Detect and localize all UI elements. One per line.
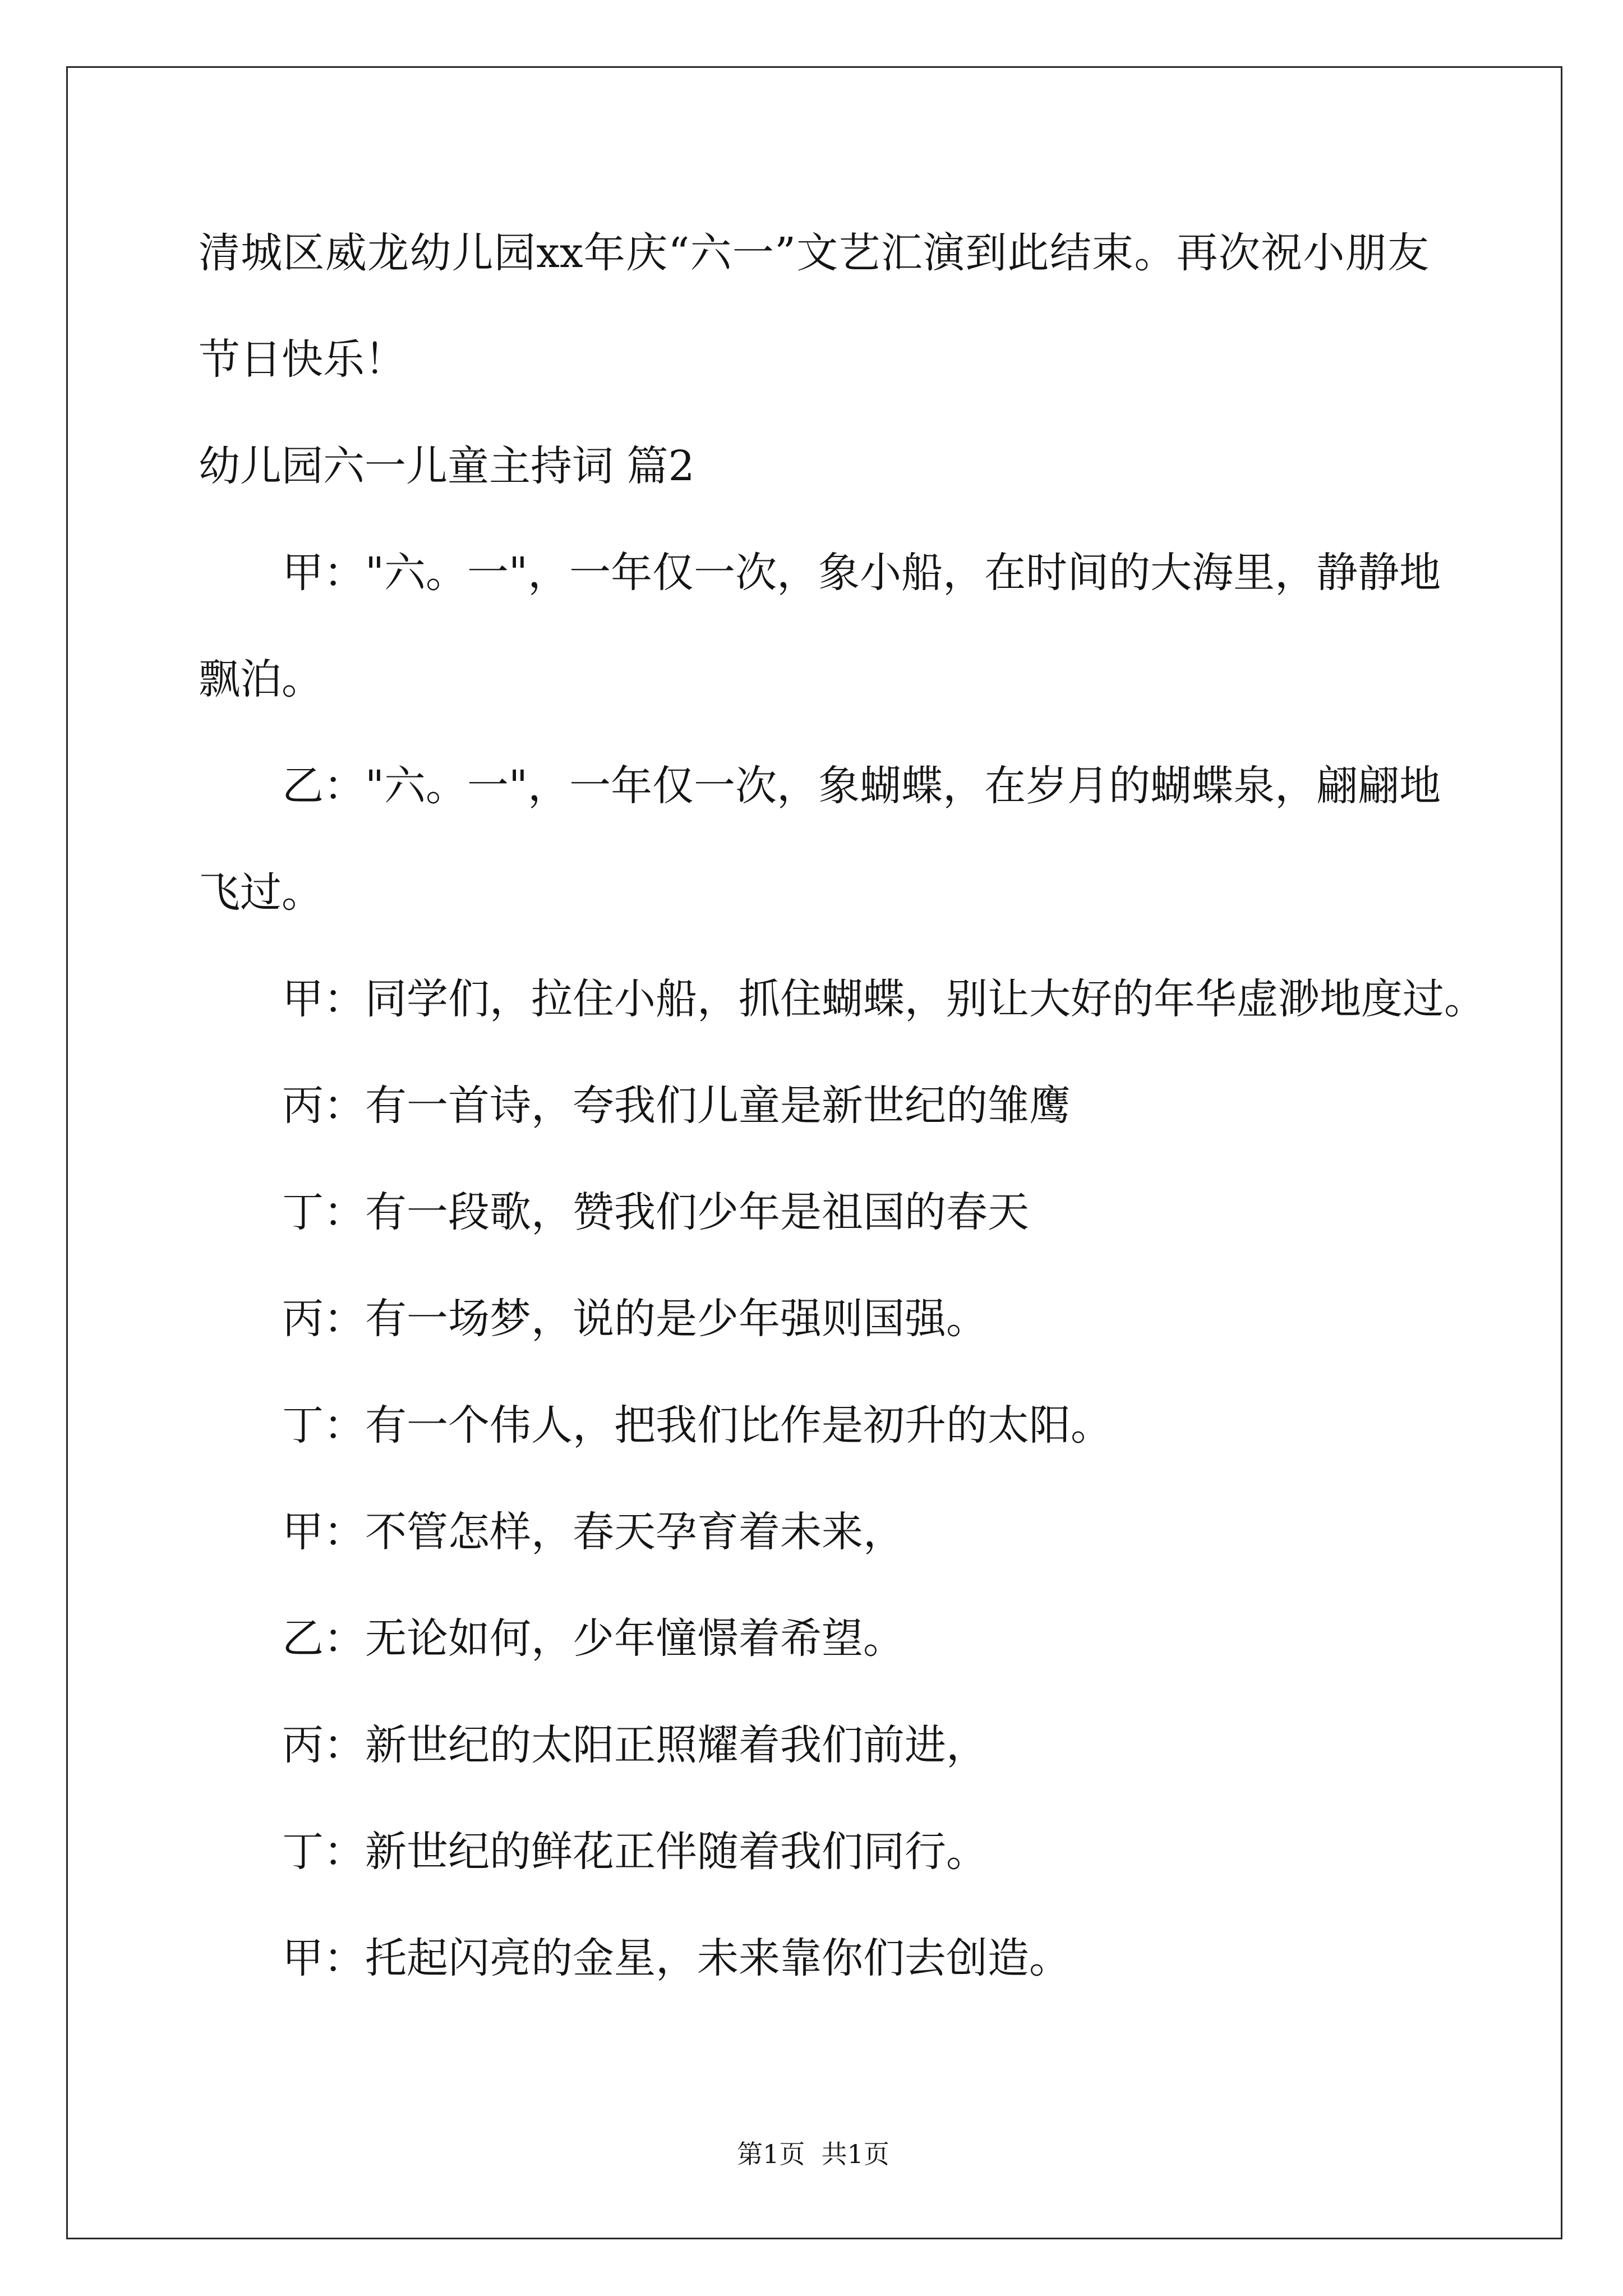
page-number-footer: 第1页 共1页 xyxy=(737,2139,889,2169)
dialogue-line: 丁：新世纪的鲜花正伴随着我们同行。 xyxy=(282,1828,988,1876)
dialogue-line: 丙：有一首诗，夸我们儿童是新世纪的雏鹰 xyxy=(282,1082,1071,1130)
dialogue-line: 甲：同学们，拉住小船，抓住蝴蝶，别让大好的年华虚渺地度过。 xyxy=(282,975,1486,1023)
closing-line: 清城区威龙幼儿园xx年庆“六一”文艺汇演到此结束。再次祝小朋友 xyxy=(199,229,1429,277)
dialogue-line: 丙：有一场梦，说的是少年强则国强。 xyxy=(282,1295,988,1343)
document-body xyxy=(199,200,1488,2012)
dialogue-line: 甲：不管怎样，春天孕育着未来， xyxy=(282,1508,905,1556)
dialogue-line: 甲："六。一"，一年仅一次，象小船，在时间的大海里，静静地 xyxy=(282,549,1441,597)
closing-line: 节日快乐！ xyxy=(199,335,406,384)
dialogue-line: 乙：无论如何，少年憧憬着希望。 xyxy=(282,1614,905,1663)
dialogue-line: 飞过。 xyxy=(199,868,323,917)
dialogue-line: 丁：有一个伟人，把我们比作是初升的太阳。 xyxy=(282,1401,1112,1450)
section-heading: 幼儿园六一儿童主持词 篇2 xyxy=(199,442,695,490)
dialogue-line: 乙："六。一"，一年仅一次，象蝴蝶，在岁月的蝴蝶泉，翩翩地 xyxy=(282,762,1441,810)
dialogue-line: 丁：有一段歌，赞我们少年是祖国的春天 xyxy=(282,1188,1029,1236)
dialogue-line: 飘泊。 xyxy=(199,655,323,703)
dialogue-line: 甲：托起闪亮的金星，未来靠你们去创造。 xyxy=(282,1934,1071,1982)
dialogue-line: 丙：新世纪的太阳正照耀着我们前进， xyxy=(282,1721,988,1769)
